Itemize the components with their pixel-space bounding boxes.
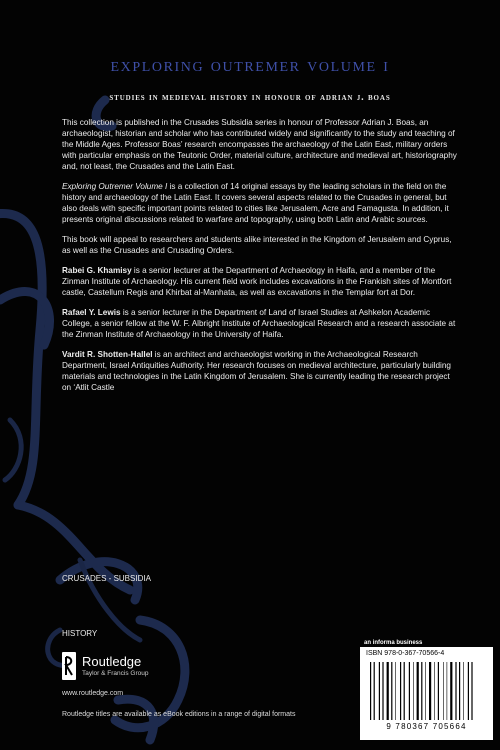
book-subtitle: studies in medieval history in honour of adrian j. boas [109, 92, 391, 103]
barcode-bar [421, 662, 422, 720]
italic-book-title: Exploring Outremer Volume I [62, 181, 168, 191]
barcode-bar [413, 662, 414, 720]
barcode-bar [459, 662, 460, 720]
publisher-group: Taylor & Francis Group [82, 670, 149, 677]
barcode-bar [391, 662, 392, 720]
barcode-bar [425, 662, 426, 720]
barcode-bar [443, 662, 444, 720]
barcode-bar [471, 662, 472, 720]
publisher-name: Routledge [82, 654, 142, 669]
routledge-logo-icon [62, 652, 76, 680]
author-name: Vardit R. Shotten-Hallel [62, 350, 153, 360]
author-name: Rafael Y. Lewis [62, 307, 121, 317]
book-title: exploring outremer volume i [110, 54, 390, 76]
isbn-text: ISBN 978-0-367-70566-4 [366, 650, 445, 657]
barcode-bars [370, 662, 483, 720]
publisher-url[interactable]: www.routledge.com [62, 690, 124, 697]
back-cover-blurb [62, 117, 458, 402]
author-bio-text: is a senior lecturer at the Department of Archaeology in Haifa, and a member of the Zinman Institute of Archaeology. His current field work includes excavations in the Frankish sites of Montfort castle, Castellum Regis and Khirbat al-Manhata, as well as excavations in the Templar fort at Dor. [62, 265, 452, 297]
barcode-bar [463, 662, 464, 720]
barcode-block [360, 647, 493, 740]
author-bio [62, 307, 458, 340]
barcode-bar [387, 662, 389, 720]
contents-text: is a collection of 14 original essays by the leading scholars in the field on the history and archaeology of the Latin East. It covers several aspects related to the Crusades in general, but also deals with specific important points related to cities like Jerusalem, Acre and Famagusta. In addition, it presents original discussions related to warfare and topography, using both Latin and Arabic sources. [62, 181, 449, 225]
barcode-bar [395, 662, 396, 720]
description-paragraph: This collection is published in the Crusades Subsidia series in honour of Professor Adrian J. Boas, an archaeologist, historian and scholar who has contributed widely and significantly to the study and teaching of the Middle Ages. Professor Boas’ research encompasses the archaeology of the Latin East, military orders with particular emphasis on the Teutonic Order, material culture, architecture and medieval art, historiography and, not least, the Crusades and the Latin East. [62, 118, 457, 172]
barcode-bar [404, 662, 405, 720]
barcode-bar [379, 662, 380, 720]
author-bio-text: is an architect and archaeologist working in the Archaeological Research Department, Israel Antiquities Authority. Her research focuses on medieval architecture, particularly building materials and technologies in the Latin Kingdom of Jerusalem. She is currently leading the research project on ‘Atlit Castle [62, 350, 451, 393]
series-name: CRUSADES - SUBSIDIA [62, 574, 151, 583]
ebook-note: Routledge titles are available as eBook editions in a range of digital formats [62, 711, 296, 718]
barcode-bar [409, 662, 410, 720]
barcode-bar [374, 662, 375, 720]
barcode-bar [429, 662, 431, 720]
informa-tagline: an informa business [364, 640, 423, 646]
barcode-bar [438, 662, 439, 720]
audience-paragraph: This book will appeal to researchers and students alike interested in the Kingdom of Jerusalem and Cyprus, as well as the Crusades and Crusading Orders. [62, 234, 452, 255]
barcode-bar [417, 662, 419, 720]
barcode-bar [447, 662, 448, 720]
author-name: Rabei G. Khamisy [62, 265, 132, 275]
contents-paragraph [62, 181, 458, 225]
publisher-logo [62, 652, 149, 680]
barcode-bar [468, 662, 469, 720]
author-bio-text: is a senior lecturer in the Department of Land of Israel Studies at Ashkelon Academic College, a senior fellow at the W. F. Albright Institute of Archaeological Research and a research associate at the Zinman Institute of Archaeology in the University of Haifa. [62, 307, 456, 339]
subject-category: HISTORY [62, 629, 98, 638]
barcode-digits: 9 780367 705664 [386, 722, 467, 731]
barcode-bar [450, 662, 452, 720]
barcode-bar [455, 662, 456, 720]
barcode-bar [434, 662, 435, 720]
barcode-bar [382, 662, 383, 720]
author-bio [62, 349, 458, 393]
barcode-bar [370, 662, 371, 720]
barcode-bar [400, 662, 401, 720]
author-bio [62, 265, 458, 298]
